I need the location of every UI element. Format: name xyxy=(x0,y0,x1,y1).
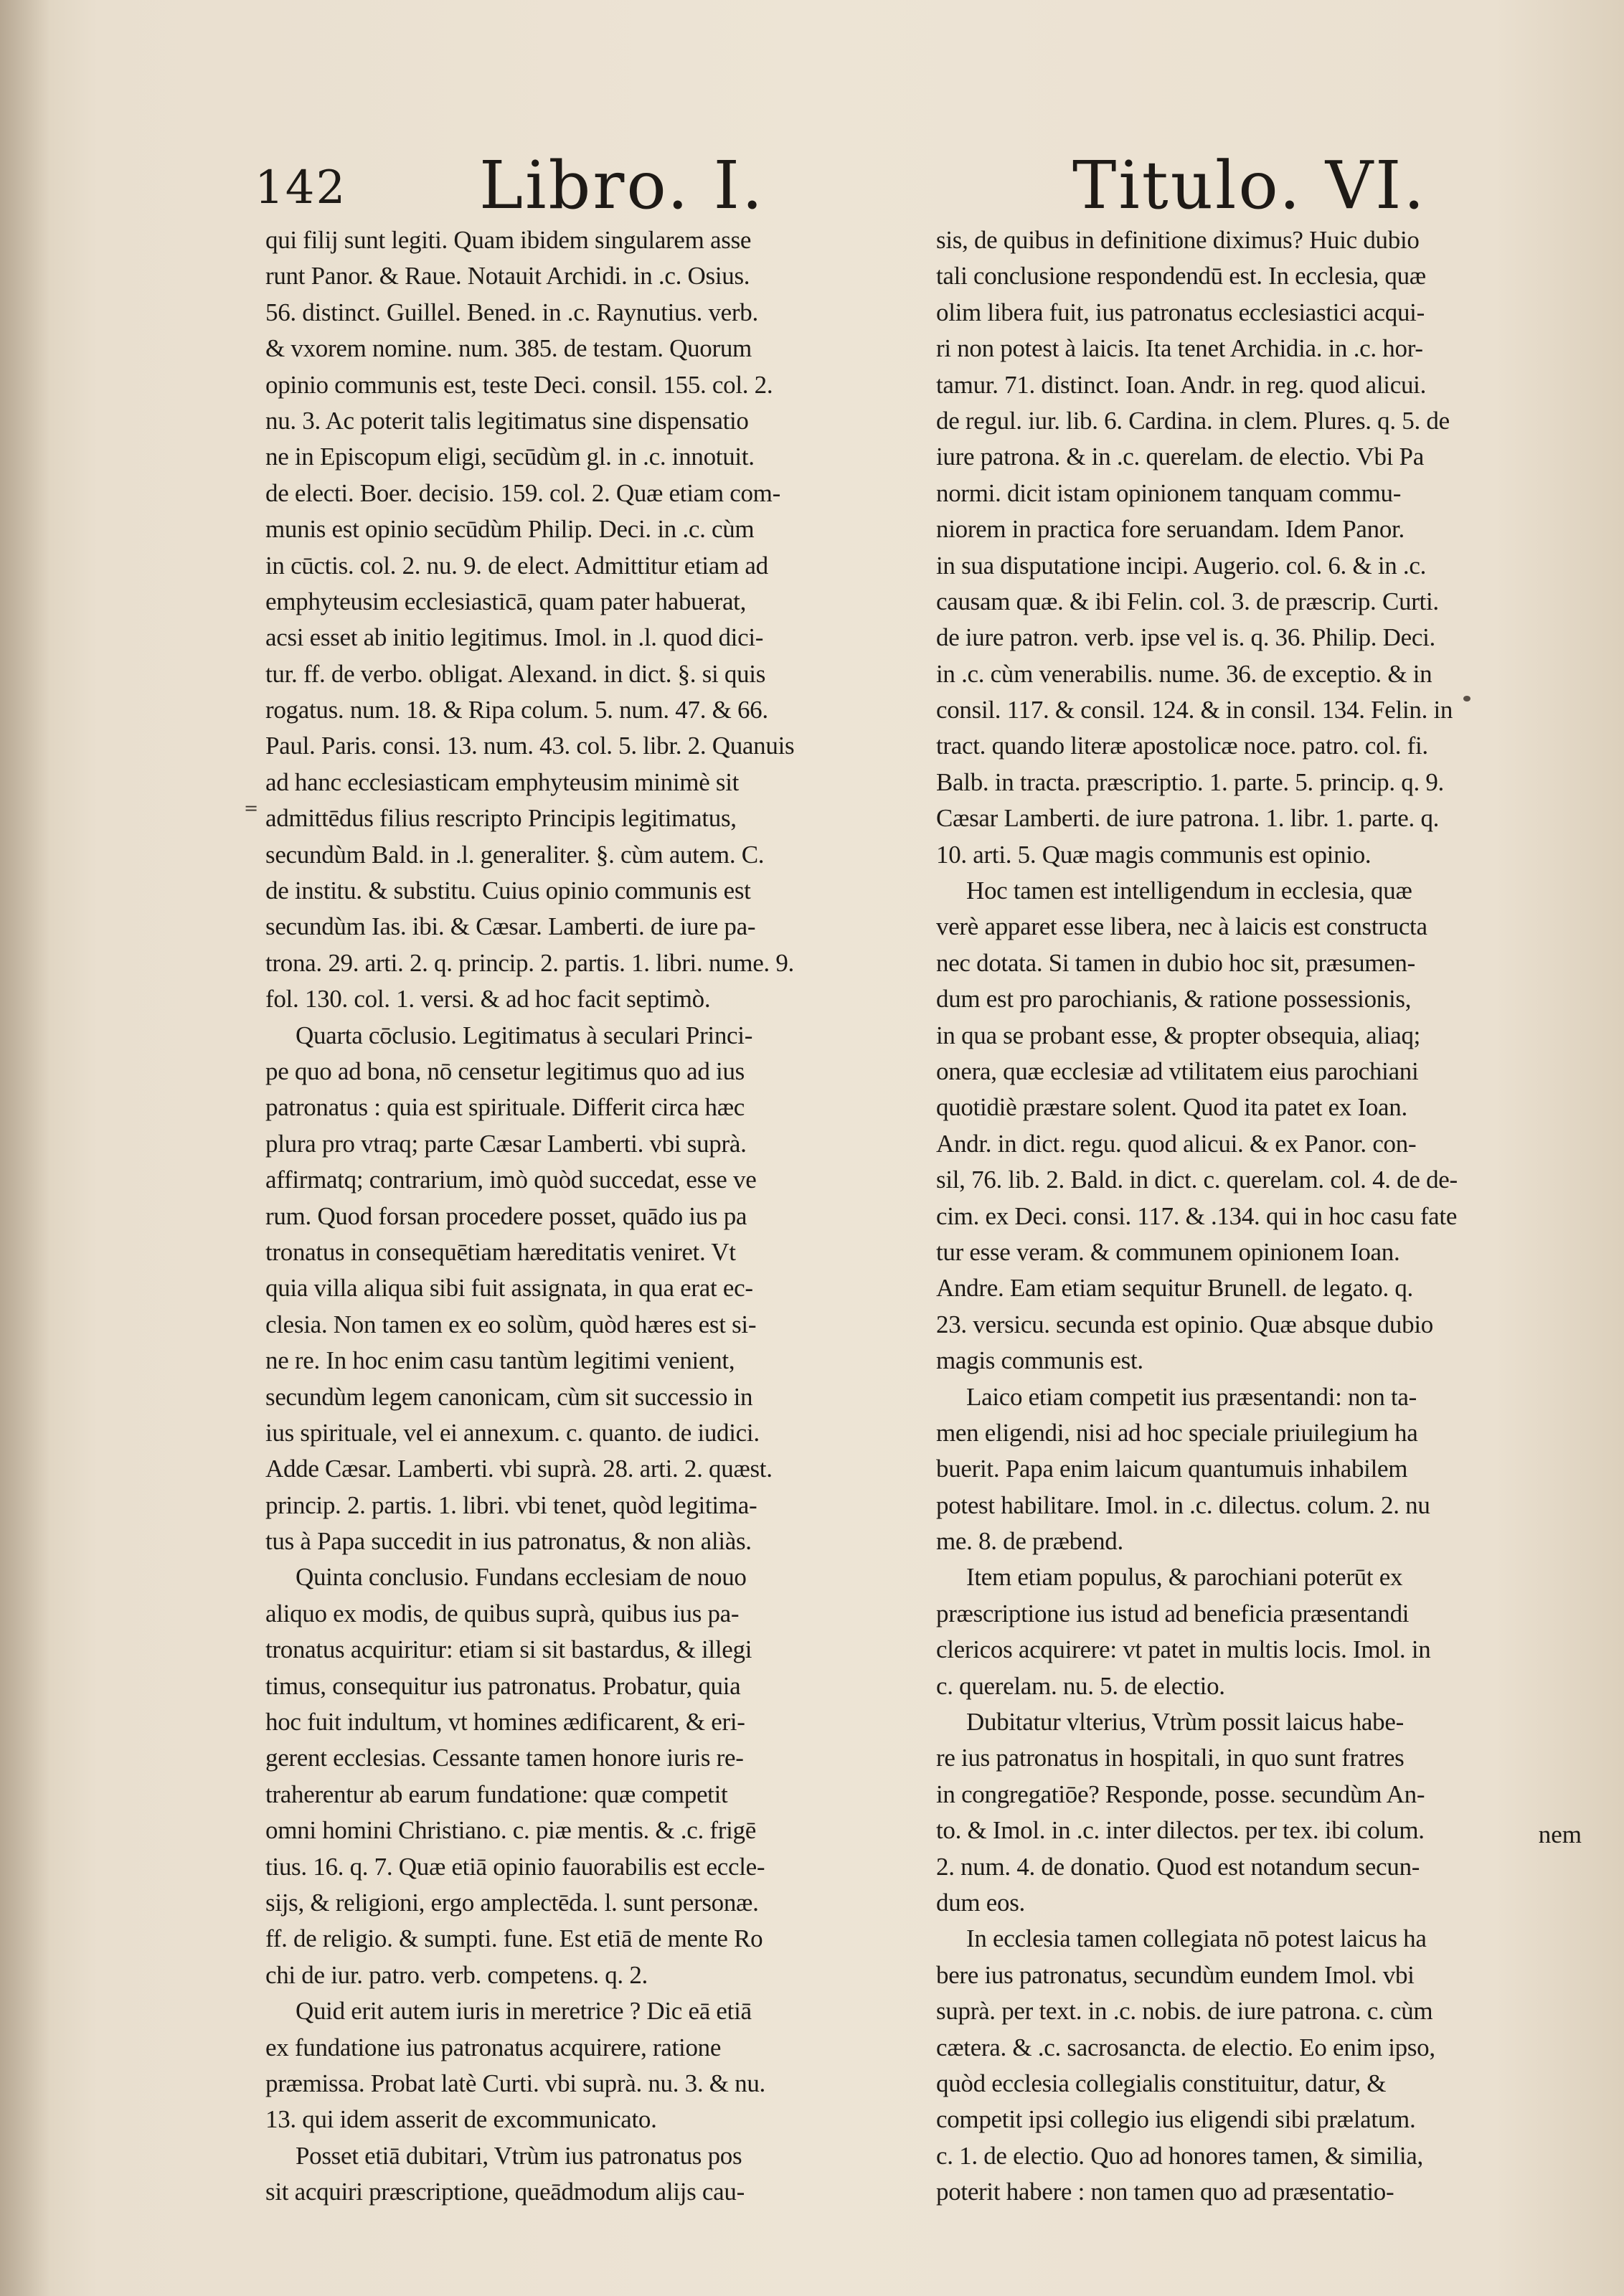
left-text-column xyxy=(265,222,911,2210)
text-line: consil. 117. & consil. 124. & in consil. 134. Felin. in xyxy=(936,696,1453,724)
text-line: ex fundatione ius patronatus acquirere, ratione xyxy=(265,2033,722,2061)
text-line: Quarta cōclusio. Legitimatus à seculari Princi- xyxy=(296,1021,753,1049)
text-line: normi. dicit istam opinionem tanquam commu- xyxy=(936,478,1402,507)
text-line: 23. versicu. secunda est opinio. Quæ absque dubio xyxy=(936,1310,1433,1338)
text-line: trona. 29. arti. 2. q. princip. 2. partis. 1. libri. nume. 9. xyxy=(265,948,794,977)
text-line: Balb. in tracta. præscriptio. 1. parte. 5. princip. q. 9. xyxy=(936,767,1445,796)
text-line: fol. 130. col. 1. versi. & ad hoc facit septimò. xyxy=(265,985,711,1014)
text-line: de regul. iur. lib. 6. Cardina. in clem. Plures. q. 5. de xyxy=(936,406,1450,435)
margin-mark: = xyxy=(244,798,259,818)
text-line: in congregatiōe? Responde, posse. secundùm An- xyxy=(936,1780,1425,1808)
text-line: in cūctis. col. 2. nu. 9. de elect. Admittitur etiam ad xyxy=(265,551,768,580)
catchword-row xyxy=(936,1820,1582,1849)
text-line: opinio communis est, teste Deci. consil. 155. col. 2. xyxy=(265,370,773,399)
text-line: quotidiè præstare solent. Quod ita patet ex Ioan. xyxy=(936,1093,1407,1122)
text-line: Laico etiam competit ius præsentandi: non ta- xyxy=(966,1382,1417,1411)
text-line: sijs, & religioni, ergo amplectēda. l. sunt personæ. xyxy=(265,1888,759,1917)
text-line: in sua disputatione incipi. Augerio. col. 6. & in .c. xyxy=(936,551,1427,580)
text-line: bere ius patronatus, secundùm eundem Imol. vbi xyxy=(936,1960,1415,1989)
text-line: ne re. In hoc enim casu tantùm legitimi venient, xyxy=(265,1346,735,1375)
running-head-title: Titulo. VI. xyxy=(1072,147,1427,224)
text-line: nu. 3. Ac poterit talis legitimatus sine dispensatio xyxy=(265,406,749,435)
text-line: princip. 2. partis. 1. libri. vbi tenet, quòd legitima- xyxy=(265,1490,757,1519)
text-line: re ius patronatus in hospitali, in quo sunt fratres xyxy=(936,1744,1405,1772)
text-line: affirmatq; contrarium, imò quòd succedat, esse ve xyxy=(265,1166,757,1194)
text-line: quòd ecclesia collegialis constituitur, datur, & xyxy=(936,2069,1387,2097)
text-line: 56. distinct. Guillel. Bened. in .c. Raynutius. verb. xyxy=(265,298,758,326)
text-line: plura pro vtraq; parte Cæsar Lamberti. vbi suprà. xyxy=(265,1129,747,1158)
text-line: Dubitatur vlterius, Vtrùm possit laicus habe- xyxy=(966,1708,1404,1737)
text-line: to. & Imol. in .c. inter dilectos. per tex. ibi colum. xyxy=(936,1816,1425,1845)
text-line: competit ipsi collegio ius eligendi sibi prælatum. xyxy=(936,2105,1416,2134)
text-line: men eligendi, nisi ad hoc speciale priuilegium ha xyxy=(936,1418,1418,1447)
text-line: c. 1. de electio. Quo ad honores tamen, & similia, xyxy=(936,2141,1423,2170)
running-head xyxy=(0,147,1624,233)
text-line: iure patrona. & in .c. querelam. de electio. Vbi Pa xyxy=(936,443,1424,471)
text-line: in qua se probant esse, & propter obsequia, aliaq; xyxy=(936,1021,1421,1049)
text-line: admittēdus filius rescripto Principis legitimatus, xyxy=(265,804,737,833)
text-line: Andre. Eam etiam sequitur Brunell. de legato. q. xyxy=(936,1274,1413,1303)
text-line: ius spirituale, vel ei annexum. c. quanto. de iudici. xyxy=(265,1418,760,1447)
text-line: Paul. Paris. consi. 13. num. 43. col. 5. libr. 2. Quanuis xyxy=(265,732,795,760)
text-line: acsi esset ab initio legitimus. Imol. in .l. quod dici- xyxy=(265,623,764,652)
text-line: 10. arti. 5. Quæ magis communis est opinio. xyxy=(936,840,1372,869)
text-line: cætera. & .c. sacrosancta. de electio. Eo enim ipso, xyxy=(936,2033,1435,2061)
text-line: aliquo ex modis, de quibus suprà, quibus ius pa- xyxy=(265,1599,740,1627)
text-line: emphyteusim ecclesiasticā, quam pater habuerat, xyxy=(265,587,747,615)
text-line: Cæsar Lamberti. de iure patrona. 1. libr. 1. parte. q. xyxy=(936,804,1440,833)
text-line: verè apparet esse libera, nec à laicis est constructa xyxy=(936,912,1427,941)
text-line: olim libera fuit, ius patronatus ecclesiastici acqui- xyxy=(936,298,1425,326)
catchword: nem xyxy=(1538,1820,1582,1848)
text-line: sit acquiri præscriptione, queādmodum alijs cau- xyxy=(265,2178,745,2206)
text-line: pe quo ad bona, nō censetur legitimus quo ad ius xyxy=(265,1057,745,1085)
text-line: ff. de religio. & sumpti. fune. Est etiā de mente Ro xyxy=(265,1924,763,1953)
text-line: nec dotata. Si tamen in dubio hoc sit, præsumen- xyxy=(936,948,1415,977)
text-line: tronatus acquiritur: etiam si sit bastardus, & illegi xyxy=(265,1635,752,1664)
text-line: omni homini Christiano. c. piæ mentis. & .c. frigē xyxy=(265,1816,756,1845)
text-line: rogatus. num. 18. & Ripa colum. 5. num. 47. & 66. xyxy=(265,696,768,724)
text-line: de institu. & substitu. Cuius opinio communis est xyxy=(265,877,751,905)
text-line: patronatus : quia est spirituale. Differit circa hæc xyxy=(265,1093,745,1122)
text-line: cim. ex Deci. consi. 117. & .134. qui in hoc casu fate xyxy=(936,1201,1458,1230)
text-line: secundùm Ias. ibi. & Cæsar. Lamberti. de iure pa- xyxy=(265,912,756,941)
gutter-shadow xyxy=(0,0,50,2296)
text-line: tali conclusione respondendū est. In ecclesia, quæ xyxy=(936,262,1426,290)
text-line: dum eos. xyxy=(936,1888,1025,1917)
text-line: causam quæ. & ibi Felin. col. 3. de præscrip. Curti. xyxy=(936,587,1439,615)
text-line: Posset etiā dubitari, Vtrùm ius patronatus pos xyxy=(296,2141,742,2170)
text-line: onera, quæ ecclesiæ ad vtilitatem eius parochiani xyxy=(936,1057,1419,1085)
text-line: præmissa. Probat latè Curti. vbi suprà. nu. 3. & nu. xyxy=(265,2069,765,2097)
right-text-column xyxy=(936,222,1582,2210)
text-line: clesia. Non tamen ex eo solùm, quòd hæres est si- xyxy=(265,1310,757,1338)
text-line: timus, consequitur ius patronatus. Probatur, quia xyxy=(265,1671,741,1700)
text-line: hoc fuit indultum, vt homines ædificarent, & eri- xyxy=(265,1708,745,1737)
text-line: runt Panor. & Raue. Notauit Archidi. in .c. Osius. xyxy=(265,262,750,290)
text-line: clericos acquirere: vt patet in multis locis. Imol. in xyxy=(936,1635,1431,1664)
text-line: tius. 16. q. 7. Quæ etiā opinio fauorabilis est eccle- xyxy=(265,1852,765,1881)
text-line: rum. Quod forsan procedere posset, quādo ius pa xyxy=(265,1201,747,1230)
text-line: tur. ff. de verbo. obligat. Alexand. in dict. §. si quis xyxy=(265,659,766,688)
text-line: ri non potest à laicis. Ita tenet Archidia. in .c. hor- xyxy=(936,334,1423,363)
text-line: de iure patron. verb. ipse vel is. q. 36. Philip. Deci. xyxy=(936,623,1435,652)
text-line: c. querelam. nu. 5. de electio. xyxy=(936,1671,1225,1700)
text-line: ad hanc ecclesiasticam emphyteusim minimè sit xyxy=(265,767,740,796)
text-line: Quinta conclusio. Fundans ecclesiam de nouo xyxy=(296,1563,747,1592)
text-line: quia villa aliqua sibi fuit assignata, in qua erat ec- xyxy=(265,1274,753,1303)
text-line: sil, 76. lib. 2. Bald. in dict. c. querelam. col. 4. de de- xyxy=(936,1166,1458,1194)
text-line: tus à Papa succedit in ius patronatus, & non aliàs. xyxy=(265,1527,752,1556)
text-line: & vxorem nomine. num. 385. de testam. Quorum xyxy=(265,334,752,363)
text-line: suprà. per text. in .c. nobis. de iure patrona. c. cùm xyxy=(936,1997,1433,2026)
text-line: Adde Cæsar. Lamberti. vbi suprà. 28. arti. 2. quæst. xyxy=(265,1455,773,1483)
text-line: sis, de quibus in definitione diximus? Huic dubio xyxy=(936,226,1420,254)
text-line: munis est opinio secūdùm Philip. Deci. in .c. cùm xyxy=(265,515,755,544)
text-line: Andr. in dict. regu. quod alicui. & ex Panor. con- xyxy=(936,1129,1417,1158)
text-line: dum est pro parochianis, & ratione possessionis, xyxy=(936,985,1412,1014)
text-line: gerent ecclesias. Cessante tamen honore iuris re- xyxy=(265,1744,744,1772)
text-line: niorem in practica fore seruandam. Idem Panor. xyxy=(936,515,1405,544)
text-line: qui filij sunt legiti. Quam ibidem singularem asse xyxy=(265,226,752,254)
text-line: præscriptione ius istud ad beneficia præsentandi xyxy=(936,1599,1410,1627)
text-line: in .c. cùm venerabilis. nume. 36. de exceptio. & in xyxy=(936,659,1432,688)
text-line: secundùm Bald. in .l. generaliter. §. cùm autem. C. xyxy=(265,840,765,869)
text-line: de electi. Boer. decisio. 159. col. 2. Quæ etiam com- xyxy=(265,478,780,507)
text-line: ne in Episcopum eligi, secūdùm gl. in .c. innotuit. xyxy=(265,443,755,471)
text-line: 2. num. 4. de donatio. Quod est notandum secun- xyxy=(936,1852,1420,1881)
text-line: poterit habere : non tamen quo ad præsentatio- xyxy=(936,2178,1394,2206)
text-line: 13. qui idem asserit de excommunicato. xyxy=(265,2105,657,2134)
text-line: buerit. Papa enim laicum quantumuis inhabilem xyxy=(936,1455,1408,1483)
text-line: traherentur ab earum fundatione: quæ competit xyxy=(265,1780,728,1808)
text-line: Item etiam populus, & parochiani poterūt ex xyxy=(966,1563,1403,1592)
text-line: Hoc tamen est intelligendum in ecclesia, quæ xyxy=(966,877,1412,905)
text-line: tronatus in consequētiam hæreditatis veniret. Vt xyxy=(265,1237,736,1266)
text-line: secundùm legem canonicam, cùm sit successio in xyxy=(265,1382,753,1411)
running-head-book: Libro. I. xyxy=(479,147,765,224)
text-line: tamur. 71. distinct. Ioan. Andr. in reg. quod alicui. xyxy=(936,370,1427,399)
text-line: tur esse veram. & communem opinionem Ioan. xyxy=(936,1237,1400,1266)
text-line: potest habilitare. Imol. in .c. dilectus. colum. 2. nu xyxy=(936,1490,1430,1519)
text-line: me. 8. de præbend. xyxy=(936,1527,1123,1556)
page-number: 142 xyxy=(255,161,347,214)
text-line: In ecclesia tamen collegiata nō potest laicus ha xyxy=(966,1924,1427,1953)
text-line: tract. quando literæ apostolicæ noce. patro. col. fi. xyxy=(936,732,1428,760)
text-line: chi de iur. patro. verb. competens. q. 2. xyxy=(265,1960,648,1989)
text-line: Quid erit autem iuris in meretrice ? Dic eā etiā xyxy=(296,1997,752,2026)
text-line: magis communis est. xyxy=(936,1346,1143,1375)
